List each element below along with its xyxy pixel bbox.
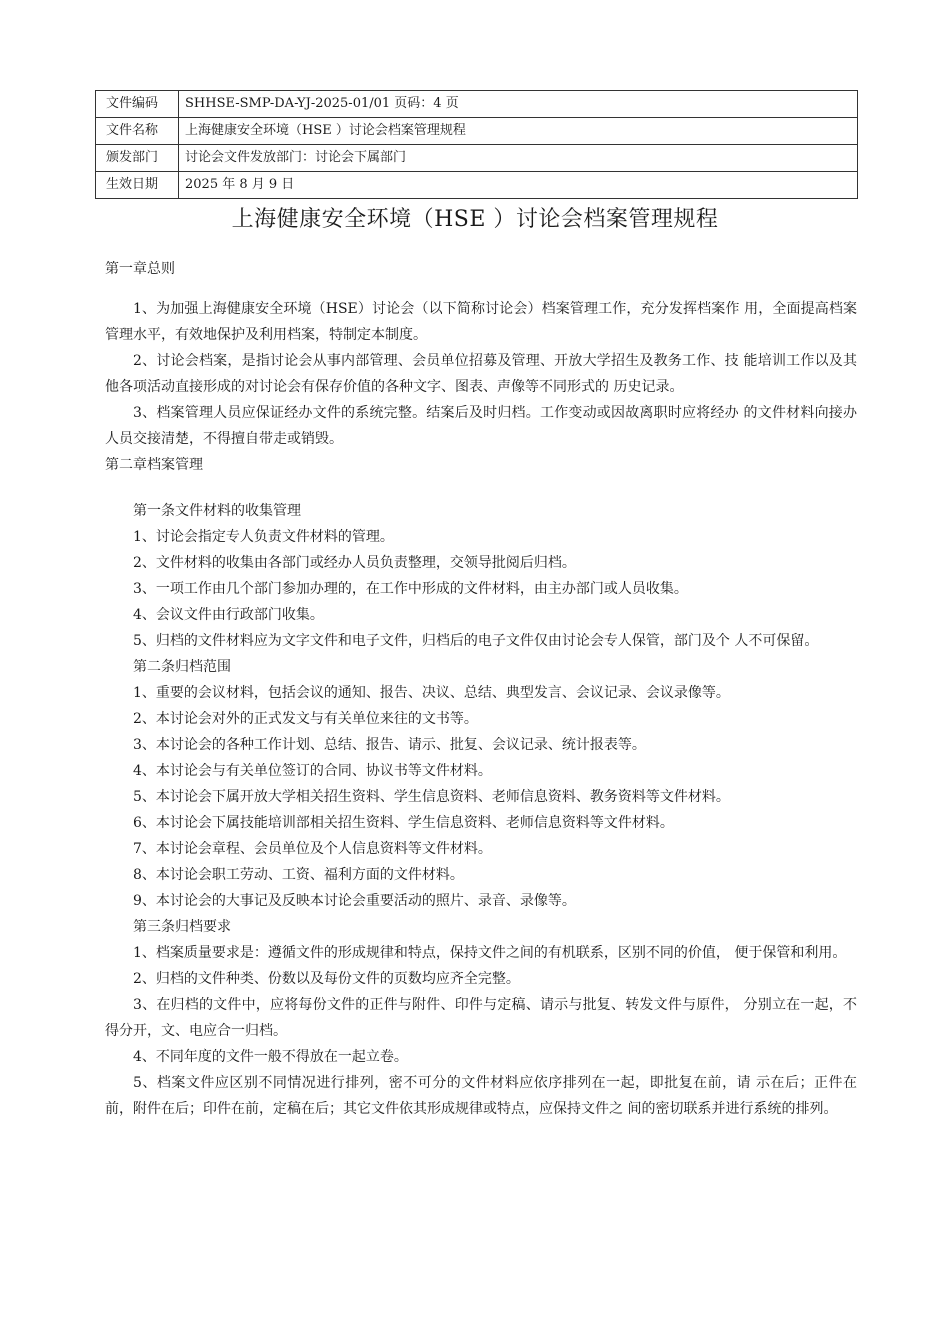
info-row-department — [96, 145, 858, 172]
document-title: 上海健康安全环境（HSE ）讨论会档案管理规程 — [231, 207, 719, 232]
list-item: 5、本讨论会下属开放大学相关招生资料、学生信息资料、老师信息资料、教务资料等文件材料。 — [133, 789, 730, 805]
info-value: 上海健康安全环境（HSE ）讨论会档案管理规程 — [179, 118, 858, 145]
list-item: 8、本讨论会职工劳动、工资、福利方面的文件材料。 — [133, 867, 464, 883]
info-value: 2025 年 8 月 9 日 — [179, 172, 858, 199]
info-value: SHHSE-SMP-DA-YJ-2025-01/01 页码：4 页 — [179, 91, 858, 118]
section-heading: 第一条文件材料的收集管理 — [133, 503, 301, 519]
list-item: 3、本讨论会的各种工作计划、总结、报告、请示、批复、会议记录、统计报表等。 — [133, 737, 646, 753]
list-item: 4、不同年度的文件一般不得放在一起立卷。 — [133, 1049, 408, 1065]
list-item: 7、本讨论会章程、会员单位及个人信息资料等文件材料。 — [133, 841, 492, 857]
list-item: 9、本讨论会的大事记及反映本讨论会重要活动的照片、录音、录像等。 — [133, 893, 576, 909]
document-body — [105, 256, 857, 1122]
list-item: 2、归档的文件种类、份数以及每份文件的页数均应齐全完整。 — [133, 971, 520, 987]
info-label: 文件编码 — [96, 91, 179, 118]
info-label: 文件名称 — [96, 118, 179, 145]
section-heading: 第三条归档要求 — [133, 919, 231, 935]
list-item: 4、本讨论会与有关单位签订的合同、协议书等文件材料。 — [133, 763, 492, 779]
info-value: 讨论会文件发放部门：讨论会下属部门 — [179, 145, 858, 172]
chapter-heading: 第二章档案管理 — [105, 457, 203, 473]
list-item: 1、档案质量要求是：遵循文件的形成规律和特点，保持文件之间的有机联系，区别不同的价值， 便于保管和利用。 — [133, 945, 847, 961]
list-item: 4、会议文件由行政部门收集。 — [133, 607, 324, 623]
paragraph: 3、档案管理人员应保证经办文件的系统完整。结案后及时归档。工作变动或因故离职时应将经办 的文件材料向接办人员交接清楚，不得擅自带走或销毁。 — [105, 405, 857, 447]
info-label: 颁发部门 — [96, 145, 179, 172]
info-row-name — [96, 118, 858, 145]
info-label: 生效日期 — [96, 172, 179, 199]
list-item: 6、本讨论会下属技能培训部相关招生资料、学生信息资料、老师信息资料等文件材料。 — [133, 815, 674, 831]
chapter-heading: 第一章总则 — [105, 261, 175, 277]
list-item: 5、档案文件应区别不同情况进行排列，密不可分的文件材料应依序排列在一起，即批复在前，请 示在后；正件在前，附件在后；印件在前，定稿在后；其它文件依其形成规律或特点，应保持文件之 间的密切联系并进行系统的排列。 — [105, 1075, 857, 1117]
section-heading: 第二条归档范围 — [133, 659, 231, 675]
paragraph: 2、讨论会档案，是指讨论会从事内部管理、会员单位招募及管理、开放大学招生及教务工作、技 能培训工作以及其他各项活动直接形成的对讨论会有保存价值的各种文字、图表、声像等不同形式的 历史记录。 — [105, 353, 857, 395]
document-info-table — [95, 90, 858, 199]
list-item: 3、在归档的文件中，应将每份文件的正件与附件、印件与定稿、请示与批复、转发文件与原件， 分别立在一起，不得分开，文、电应合一归档。 — [105, 997, 857, 1039]
list-item: 5、归档的文件材料应为文字文件和电子文件，归档后的电子文件仅由讨论会专人保管，部门及个 人不可保留。 — [133, 633, 819, 649]
info-row-code — [96, 91, 858, 118]
list-item: 2、文件材料的收集由各部门或经办人员负责整理，交领导批阅后归档。 — [133, 555, 576, 571]
list-item: 1、讨论会指定专人负责文件材料的管理。 — [133, 529, 394, 545]
list-item: 1、重要的会议材料，包括会议的通知、报告、决议、总结、典型发言、会议记录、会议录像等。 — [133, 685, 730, 701]
paragraph: 1、为加强上海健康安全环境（HSE）讨论会（以下简称讨论会）档案管理工作，充分发挥档案作 用，全面提高档案管理水平，有效地保护及利用档案，特制定本制度。 — [105, 301, 857, 343]
info-row-date — [96, 172, 858, 199]
list-item: 3、一项工作由几个部门参加办理的，在工作中形成的文件材料，由主办部门或人员收集。 — [133, 581, 688, 597]
list-item: 2、本讨论会对外的正式发文与有关单位来往的文书等。 — [133, 711, 478, 727]
